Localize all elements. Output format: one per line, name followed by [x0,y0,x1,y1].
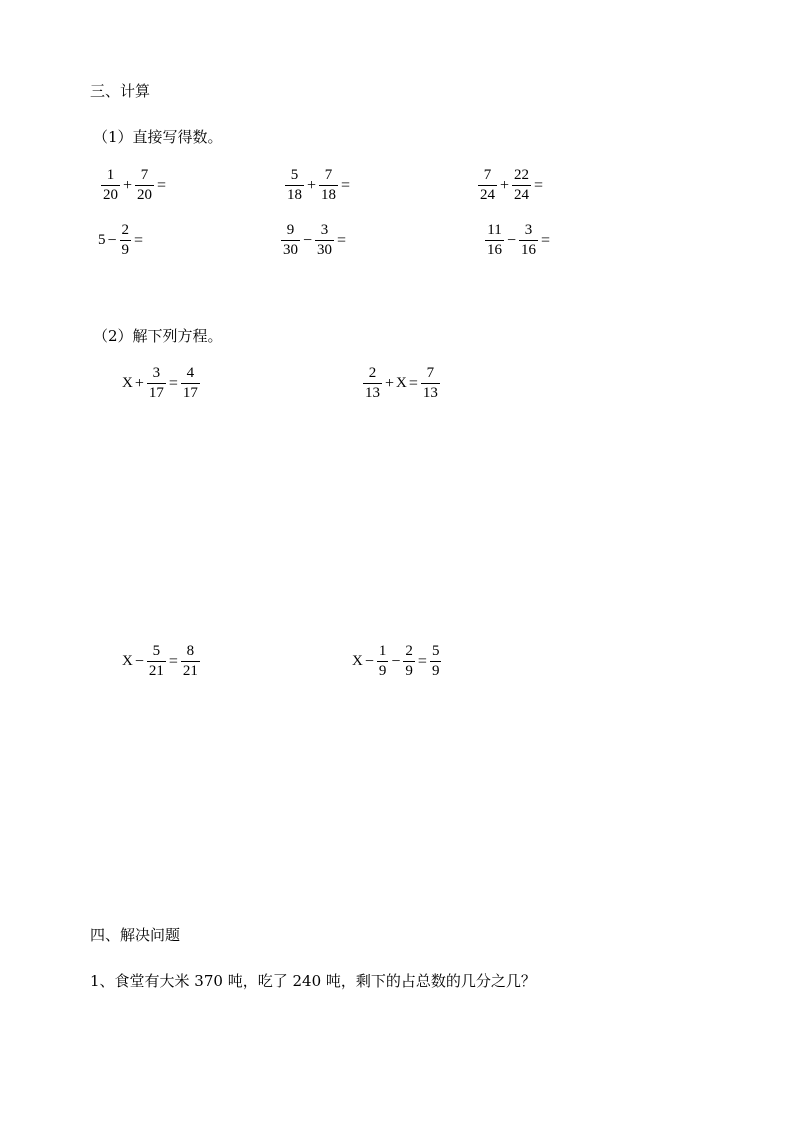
fraction: $\frac{7}{18}$ [321,167,337,203]
direct-expr-6: $\frac{11}{16}$ − $\frac{3}{16}$ = [487,222,551,258]
fraction: $\frac{3}{30}$ [317,222,333,258]
fraction: $\frac{7}{24}$ [480,167,495,203]
fraction: $\frac{22}{24}$ [514,167,530,203]
fraction: $\frac{2}{9}$ [121,222,130,258]
section-3-title: 三、计算 [90,82,151,100]
equation-3: X − $\frac{5}{21}$ = $\frac{8}{21}$ [122,643,198,679]
fraction: $\frac{3}{16}$ [521,222,537,258]
fraction: $\frac{5}{9}$ [431,643,440,679]
fraction: $\frac{11}{16}$ [487,222,502,258]
fraction: $\frac{5}{21}$ [148,643,164,679]
direct-expr-2: $\frac{5}{18}$ + $\frac{7}{18}$ = [287,167,351,203]
fraction: $\frac{2}{9}$ [405,643,413,679]
equation-2: $\frac{2}{13}$ + X = $\frac{7}{13}$ [365,365,438,401]
direct-expr-3: $\frac{7}{24}$ + $\frac{22}{24}$ = [480,167,544,203]
fraction: $\frac{4}{17}$ [182,365,198,401]
fraction: $\frac{1}{9}$ [378,643,387,679]
direct-expr-1: $\frac{1}{20}$ + $\frac{7}{20}$ = [103,167,167,203]
equation-1: X + $\frac{3}{17}$ = $\frac{4}{17}$ [122,365,198,401]
fraction: $\frac{8}{21}$ [182,643,198,679]
direct-expr-5: $\frac{9}{30}$ − $\frac{3}{30}$ = [283,222,347,258]
fraction: $\frac{5}{18}$ [287,167,302,203]
part-1-title: （1）直接写得数。 [93,128,223,146]
fraction: $\frac{2}{13}$ [365,365,380,401]
fraction: $\frac{3}{17}$ [148,365,164,401]
problem-1: 1、食堂有大米 370 吨，吃了 240 吨，剩下的占总数的几分之几？ [90,972,536,990]
equation-4: X − $\frac{1}{9}$ − $\frac{2}{9}$ = $\frac{5}{9}$ [352,643,440,679]
section-4-title: 四、解决问题 [90,926,181,944]
direct-expr-4: 5 − $\frac{2}{9}$ = [98,222,144,258]
fraction: $\frac{9}{30}$ [283,222,298,258]
part-2-title: （2）解下列方程。 [93,327,223,345]
fraction: $\frac{7}{20}$ [137,167,153,203]
fraction: $\frac{1}{20}$ [103,167,118,203]
fraction: $\frac{7}{13}$ [422,365,438,401]
